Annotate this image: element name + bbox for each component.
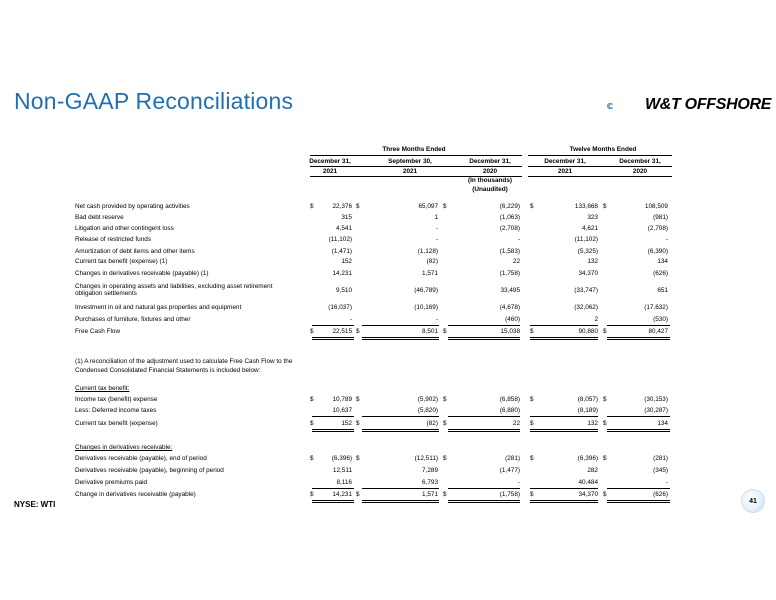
subtotal-rule	[530, 488, 598, 489]
total-rule	[448, 502, 520, 503]
table-cell: 22	[512, 258, 520, 265]
row-label: Current tax benefit (expense)	[75, 420, 158, 427]
table-cell: 80,427	[648, 328, 668, 335]
group-rule	[528, 155, 672, 156]
table-cell: (82)	[426, 258, 438, 265]
column-year-header: 2021	[322, 168, 338, 175]
column-year-header: 2020	[632, 168, 648, 175]
table-cell: (30,153)	[644, 396, 668, 403]
total-rule	[312, 429, 354, 430]
table-cell: 40,484	[578, 479, 598, 486]
row-label: Derivative premiums paid	[75, 479, 148, 486]
total-rule	[448, 339, 520, 340]
row-label: Net cash provided by operating activities	[75, 203, 190, 210]
currency-symbol: $	[443, 203, 447, 210]
table-cell: (345)	[653, 467, 668, 474]
table-cell: 22,515	[332, 328, 352, 335]
page-number: 41	[742, 490, 764, 512]
total-rule	[607, 502, 670, 503]
subtotal-rule	[530, 325, 598, 326]
table-cell: 315	[341, 214, 352, 221]
row-label: Purchases of furniture, fixtures and other	[75, 316, 191, 323]
table-cell: (5,820)	[417, 407, 438, 414]
header-rule	[310, 166, 522, 167]
table-cell: -	[665, 479, 668, 486]
table-cell: 1,571	[422, 270, 438, 277]
table-cell: (460)	[505, 316, 520, 323]
total-rule	[530, 337, 598, 338]
table-cell: 152	[341, 258, 352, 265]
currency-symbol: $	[310, 203, 314, 210]
table-cell: 1	[434, 214, 438, 221]
total-rule	[362, 502, 439, 503]
table-cell: 10,637	[332, 407, 352, 414]
table-cell: (4,678)	[499, 304, 520, 311]
table-cell: (33,747)	[574, 287, 598, 294]
subtotal-rule	[607, 325, 670, 326]
table-cell: 651	[657, 287, 668, 294]
column-year-header: 2021	[402, 168, 418, 175]
table-cell: (1,758)	[499, 270, 520, 277]
currency-symbol: $	[603, 328, 607, 335]
currency-symbol: $	[603, 203, 607, 210]
table-cell: (82)	[426, 420, 438, 427]
total-rule	[607, 431, 670, 432]
subtotal-rule	[312, 325, 354, 326]
currency-symbol: $	[530, 203, 534, 210]
table-cell: 15,038	[500, 328, 520, 335]
header-rule	[528, 166, 672, 167]
table-cell: (1,471)	[331, 248, 352, 255]
table-cell: 8,501	[422, 328, 438, 335]
table-cell: -	[349, 316, 352, 323]
table-cell: (6,390)	[647, 248, 668, 255]
table-cell: (6,858)	[499, 396, 520, 403]
total-rule	[312, 339, 354, 340]
total-rule	[530, 339, 598, 340]
units-note: (Unaudited)	[472, 186, 508, 193]
table-cell: (46,789)	[414, 287, 438, 294]
table-cell: 282	[587, 467, 598, 474]
table-cell: 7,289	[422, 467, 438, 474]
table-cell: (16,037)	[328, 304, 352, 311]
total-rule	[362, 500, 439, 501]
section-heading: Current tax benefit:	[75, 385, 130, 392]
subtotal-rule	[312, 416, 354, 417]
table-cell: -	[665, 236, 668, 243]
total-rule	[530, 429, 598, 430]
total-rule	[448, 431, 520, 432]
table-cell: 133,668	[574, 203, 598, 210]
table-cell: (626)	[653, 270, 668, 277]
row-label: Less: Deferred income taxes	[75, 407, 157, 414]
table-cell: (1,063)	[499, 214, 520, 221]
row-label: Investment in oil and natural gas properties and equipment	[75, 304, 242, 311]
table-cell: 12,511	[332, 467, 352, 474]
currency-symbol: $	[356, 455, 360, 462]
footnote: Condensed Consolidated Financial Statements is included below:	[75, 367, 261, 374]
total-rule	[607, 500, 670, 501]
header-twelve-months: Twelve Months Ended	[569, 146, 637, 153]
table-cell: (11,102)	[574, 236, 598, 243]
table-cell: (530)	[653, 316, 668, 323]
table-cell: (10,169)	[414, 304, 438, 311]
currency-symbol: $	[356, 328, 360, 335]
total-rule	[312, 500, 354, 501]
table-cell: (1,477)	[499, 467, 520, 474]
table-cell: 1,571	[422, 491, 438, 498]
table-cell: 134	[657, 258, 668, 265]
table-cell: (32,062)	[574, 304, 598, 311]
subtotal-rule	[448, 488, 520, 489]
table-cell: 90,880	[578, 328, 598, 335]
table-cell: 14,231	[332, 491, 352, 498]
column-period-header: December 31,	[469, 158, 511, 165]
row-label: Derivatives receivable (payable), beginning of period	[75, 467, 224, 474]
table-cell: 8,116	[336, 479, 352, 486]
total-rule	[607, 429, 670, 430]
slide-title: Non-GAAP Reconciliations	[14, 88, 294, 114]
currency-symbol: $	[310, 396, 314, 403]
table-cell: 34,370	[578, 491, 598, 498]
footnote: (1) A reconciliation of the adjustment used to calculate Free Cash Flow to the	[75, 358, 293, 365]
currency-symbol: $	[443, 491, 447, 498]
table-cell: (281)	[653, 455, 668, 462]
company-logo-text: W&T OFFSHORE	[645, 96, 772, 113]
table-cell: -	[517, 236, 520, 243]
table-cell: -	[517, 479, 520, 486]
table-cell: (17,632)	[644, 304, 668, 311]
row-label: Changes in derivatives receivable (payable) (1)	[75, 270, 209, 277]
table-cell: 22,376	[332, 203, 352, 210]
table-cell: 108,509	[644, 203, 668, 210]
table-cell: (8,057)	[577, 396, 598, 403]
table-cell: (11,102)	[328, 236, 352, 243]
column-year-header: 2020	[482, 168, 498, 175]
table-cell: (1,758)	[499, 491, 520, 498]
table-cell: 132	[587, 258, 598, 265]
subtotal-rule	[607, 488, 670, 489]
table-cell: -	[435, 316, 438, 323]
row-label: Bad debt reserve	[75, 214, 124, 221]
subtotal-rule	[362, 488, 439, 489]
currency-symbol: $	[443, 420, 447, 427]
table-cell: (2,708)	[499, 225, 520, 232]
subtotal-rule	[362, 325, 439, 326]
row-label: Income tax (benefit) expense	[75, 396, 158, 403]
row-label: Release of restricted funds	[75, 236, 152, 243]
currency-symbol: $	[530, 328, 534, 335]
group-rule	[310, 155, 522, 156]
column-year-header: 2021	[557, 168, 573, 175]
table-cell: (12,511)	[414, 455, 438, 462]
table-cell: (5,325)	[577, 248, 598, 255]
table-cell: (981)	[653, 214, 668, 221]
row-label: Free Cash Flow	[75, 328, 121, 335]
row-label: Derivatives receivable (payable), end of period	[75, 455, 207, 462]
row-label: Changes in operating assets and liabilities, excluding asset retirement	[75, 283, 273, 290]
table-cell: (2,708)	[647, 225, 668, 232]
currency-symbol: $	[310, 455, 314, 462]
table-cell: (6,396)	[577, 455, 598, 462]
total-rule	[530, 500, 598, 501]
currency-symbol: $	[603, 455, 607, 462]
currency-symbol: $	[530, 420, 534, 427]
column-period-header: September 30,	[388, 158, 432, 165]
table-cell: (1,583)	[499, 248, 520, 255]
currency-symbol: $	[530, 455, 534, 462]
total-rule	[530, 431, 598, 432]
total-rule	[448, 337, 520, 338]
table-cell: (8,189)	[577, 407, 598, 414]
column-period-header: December 31,	[309, 158, 351, 165]
total-rule	[362, 431, 439, 432]
table-cell: (6,880)	[499, 407, 520, 414]
table-cell: (30,287)	[644, 407, 668, 414]
currency-symbol: $	[356, 420, 360, 427]
currency-symbol: $	[603, 491, 607, 498]
currency-symbol: $	[310, 328, 314, 335]
subtotal-rule	[607, 416, 670, 417]
table-cell: (281)	[505, 455, 520, 462]
currency-symbol: $	[356, 396, 360, 403]
table-cell: (1,128)	[417, 248, 438, 255]
row-label: Current tax benefit (expense) (1)	[75, 258, 168, 265]
exchange-ticker: NYSE: WTI	[14, 500, 56, 509]
subtotal-rule	[312, 488, 354, 489]
table-cell: (6,396)	[331, 455, 352, 462]
table-cell: 4,621	[582, 225, 598, 232]
header-three-months: Three Months Ended	[382, 146, 446, 153]
currency-symbol: $	[356, 491, 360, 498]
table-cell: 152	[341, 420, 352, 427]
currency-symbol: $	[356, 203, 360, 210]
row-label: Amortization of debt items and other items	[75, 248, 195, 255]
total-rule	[362, 429, 439, 430]
currency-symbol: $	[310, 420, 314, 427]
total-rule	[312, 502, 354, 503]
subtotal-rule	[530, 416, 598, 417]
currency-symbol: $	[310, 491, 314, 498]
row-label: Change in derivatives receivable (payable)	[75, 491, 196, 498]
total-rule	[362, 339, 439, 340]
total-rule	[362, 337, 439, 338]
table-cell: -	[435, 236, 438, 243]
table-cell: 14,231	[332, 270, 352, 277]
currency-symbol: $	[603, 420, 607, 427]
column-period-header: December 31,	[619, 158, 661, 165]
table-cell: -	[435, 225, 438, 232]
currency-symbol: $	[443, 328, 447, 335]
subtotal-rule	[448, 416, 520, 417]
currency-symbol: $	[603, 396, 607, 403]
table-cell: 10,789	[332, 396, 352, 403]
units-note: (In thousands)	[467, 177, 513, 184]
table-cell: 4,541	[336, 225, 352, 232]
currency-symbol: $	[530, 396, 534, 403]
table-cell: 9,510	[336, 287, 352, 294]
total-rule	[312, 337, 354, 338]
table-cell: 6,793	[422, 479, 438, 486]
table-cell: (6,229)	[499, 203, 520, 210]
table-cell: 2	[594, 316, 598, 323]
currency-symbol: $	[443, 455, 447, 462]
table-cell: 132	[587, 420, 598, 427]
total-rule	[448, 429, 520, 430]
total-rule	[448, 500, 520, 501]
table-cell: 34,370	[578, 270, 598, 277]
table-cell: 323	[587, 214, 598, 221]
subtotal-rule	[362, 416, 439, 417]
total-rule	[312, 431, 354, 432]
table-cell: (626)	[653, 491, 668, 498]
column-period-header: December 31,	[544, 158, 586, 165]
subtotal-rule	[448, 325, 520, 326]
row-label: Litigation and other contingent loss	[75, 225, 174, 232]
total-rule	[607, 337, 670, 338]
table-cell: 33,495	[500, 287, 520, 294]
total-rule	[607, 339, 670, 340]
total-rule	[530, 502, 598, 503]
currency-symbol: $	[530, 491, 534, 498]
currency-symbol: $	[443, 396, 447, 403]
table-cell: 65,097	[418, 203, 438, 210]
section-heading: Changes in derivatives receivable:	[75, 444, 173, 451]
table-cell: 134	[657, 420, 668, 427]
table-cell: 22	[512, 420, 520, 427]
row-label: obligation settlements	[75, 290, 137, 297]
header-rule	[528, 176, 672, 177]
table-cell: (5,902)	[417, 396, 438, 403]
